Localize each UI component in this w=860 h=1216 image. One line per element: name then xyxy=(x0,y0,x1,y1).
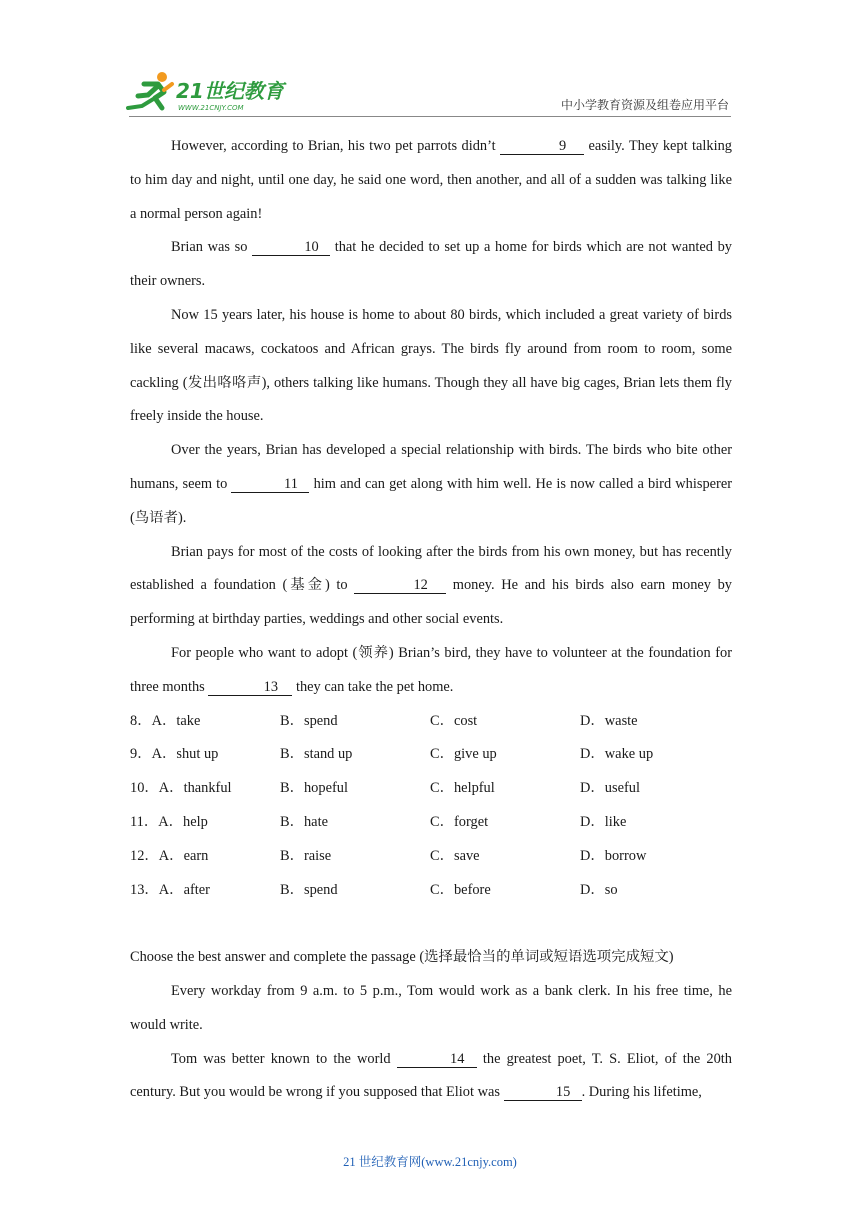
list-item: 10．A．thankful B．hopeful C．helpful D．useful xyxy=(130,780,640,797)
list-item: 13．A．after B．spend C．before D．so xyxy=(130,881,618,898)
list-item: 9．A．shut up B．stand up C．give up D．wake up xyxy=(130,746,654,763)
blank-15: 15 xyxy=(504,1084,582,1101)
section-instruction: Choose the best answer and complete the passage (选择最恰当的单词或短语选项完成短文) xyxy=(130,949,674,966)
paragraph: For people who want to adopt (领养) Brian’s bird, they have to volunteer at the foundation for three months 13 they can take the pet home. xyxy=(130,644,732,695)
list-item: 12．A．earn B．raise C．save D．borrow xyxy=(130,847,647,864)
blank-13: 13 xyxy=(208,679,292,696)
blank-10: 10 xyxy=(252,239,330,256)
paragraph: Now 15 years later, his house is home to about 80 birds, which included a great variety of birds like several macaws, cockatoos and African grays. The birds fly around from room to room, some cackling (发出咯咯声), others talking like humans. Though they all have big cages, Brian lets them fly freely inside the house. xyxy=(130,306,732,425)
platform-name: 中小学教育资源及组卷应用平台 xyxy=(560,98,729,112)
page-header xyxy=(0,0,860,130)
logo-subtitle: WWW.21CNJY.COM xyxy=(178,104,244,112)
paragraph: Brian was so 10 that he decided to set up a home for birds which are not wanted by their owners. xyxy=(130,239,732,290)
paragraph: However, according to Brian, his two pet parrots didn’t 9 easily. They kept talking to him day and night, until one day, he said one word, then another, and all of a sudden was talking like a normal person again! xyxy=(130,138,732,222)
logo xyxy=(122,68,292,114)
blank-9: 9 xyxy=(500,138,584,155)
paragraph: Brian pays for most of the costs of looking after the birds from his own money, but has recently established a foundation (基金) to 12 money. He and his birds also earn money by performing at birthday parties, weddings and other social events. xyxy=(130,543,732,628)
blank-11: 11 xyxy=(231,476,309,493)
list-item: 8．A．take B．spend C．cost D．waste xyxy=(130,712,638,729)
header-divider xyxy=(129,116,731,117)
blank-12: 12 xyxy=(354,577,446,594)
page-footer: 21 世纪教育网(www.21cnjy.com) xyxy=(343,1155,517,1169)
section-spacer xyxy=(130,907,732,941)
paragraph: Over the years, Brian has developed a special relationship with birds. The birds who bite other humans, seem to 11 him and can get along with him well. He is now called a bird whisperer (鸟语者). xyxy=(130,442,733,526)
runner-icon xyxy=(128,72,172,108)
paragraph: Every workday from 9 a.m. to 5 p.m., Tom would work as a bank clerk. In his free time, he would write. xyxy=(130,982,732,1033)
paragraph: Tom was better known to the world 14 the greatest poet, T. S. Eliot, of the 20th century. But you would be wrong if you supposed that Eliot was 15 . During his lifetime, xyxy=(130,1050,733,1101)
blank-14: 14 xyxy=(397,1051,477,1068)
logo-title: 21世纪教育 xyxy=(176,79,284,103)
document-body xyxy=(130,130,732,1110)
list-item: 11．A．help B．hate C．forget D．like xyxy=(130,813,627,830)
options-list xyxy=(130,705,732,908)
